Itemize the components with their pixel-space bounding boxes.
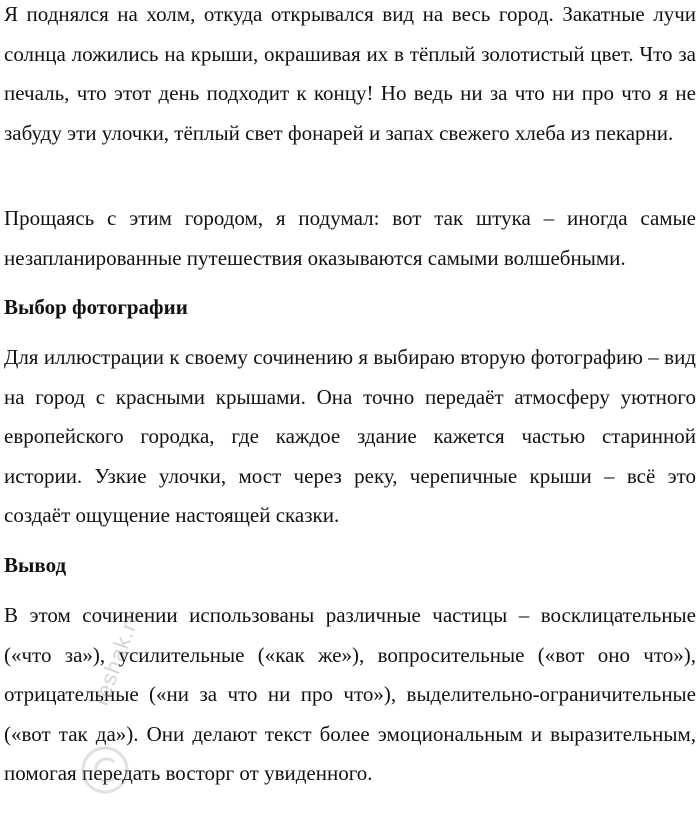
watermark-text: reshak.ru	[88, 605, 146, 709]
paragraph-conclusion: В этом сочинении использованы различные частицы – восклицательные («что за»), усилительные («как же»), вопросительные («вот оно что»), отрицательные («ни за что ни про что»), выделительно-ограничительные («вот так да»). Они делают текст более эмоциональным и выразительным, помогая передать восторг от увиденного.	[4, 603, 696, 785]
heading-conclusion: Вывод	[4, 553, 67, 577]
paragraph-photo-choice: Для иллюстрации к своему сочинению я выбираю вторую фотографию – вид на город с красными крышами. Она точно передаёт атмосферу уютного европейского городка, где каждое здание кажется частью старинной истории. Узкие улочки, мост через реку, черепичные крыши – всё это создаёт ощущение настоящей сказки.	[4, 345, 696, 527]
paragraph-farewell: Прощаясь с этим городом, я подумал: вот так штука – иногда самые незапланированные путешествия оказываются самыми волшебными.	[4, 206, 696, 270]
paragraph-intro: Я поднялся на холм, откуда открывался вид на весь город. Закатные лучи солнца ложились на крыши, окрашивая их в тёплый золотистый цвет. Что за печаль, что этот день подходит к концу! Но ведь ни за что ни про что я не забуду эти улочки, тёплый свет фонарей и запах свежего хлеба из пекарни.	[4, 2, 696, 145]
heading-photo-choice: Выбор фотографии	[4, 295, 188, 319]
